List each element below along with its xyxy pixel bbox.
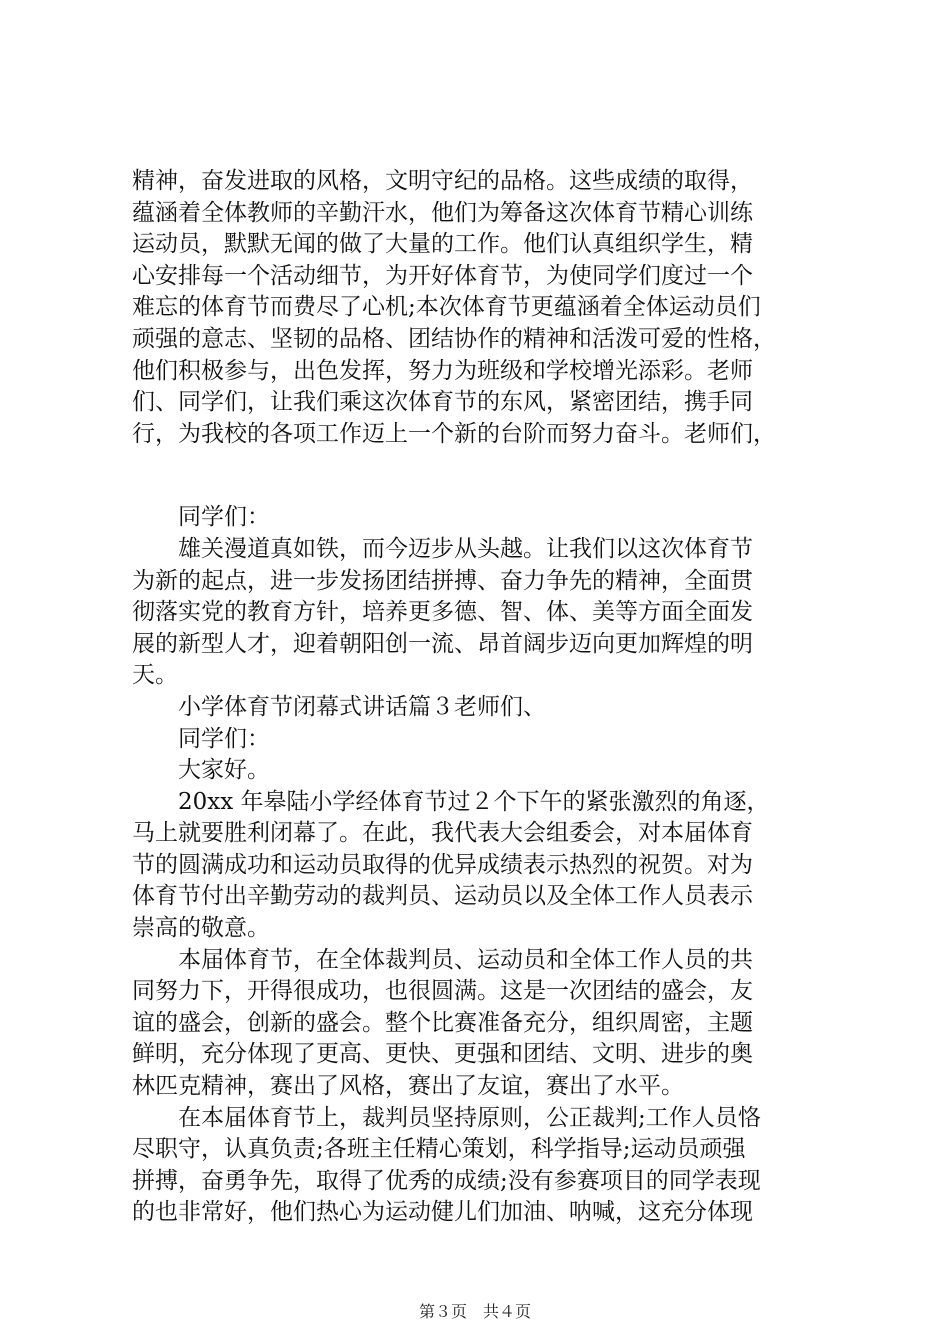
page-number-footer: 第３页 共４页	[418, 1302, 531, 1321]
paragraph-gap	[132, 450, 832, 502]
text-line: 顽强的意志、坚韧的品格、团结协作的精神和活泼可爱的性格，	[132, 325, 776, 352]
text-line: 们、同学们，让我们乘这次体育节的东风，紧密团结，携手同	[132, 389, 753, 416]
text-line: 为新的起点，进一步发扬团结拼搏、奋力争先的精神，全面贯	[132, 567, 753, 594]
text-line: 拼搏，奋勇争先，取得了优秀的成绩;没有参赛项目的同学表现	[132, 1167, 761, 1194]
text-line: 马上就要胜利闭幕了。在此，我代表大会组委会，对本届体育	[132, 820, 753, 847]
text-line: 天。	[132, 662, 178, 689]
text-line: 林匹克精神，赛出了风格，赛出了友谊，赛出了水平。	[132, 1073, 684, 1100]
text-line: 行，为我校的各项工作迈上一个新的台阶而努力奋斗。老师们，	[132, 420, 776, 447]
text-line: 大家好。	[132, 757, 270, 784]
text-line: 20xx 年皋陆小学经体育节过２个下午的紧张激烈的角逐，	[132, 788, 770, 815]
text-line: 同学们：	[132, 504, 270, 531]
text-line: 难忘的体育节而费尽了心机;本次体育节更蕴涵着全体运动员们	[132, 294, 761, 321]
text-line: 精神，奋发进取的风格，文明守纪的品格。这些成绩的取得，	[132, 168, 753, 194]
document-body	[132, 166, 832, 1229]
text-line: 本届体育节，在全体裁判员、运动员和全体工作人员的共	[132, 946, 753, 973]
text-line: 体育节付出辛勤劳动的裁判员、运动员以及全体工作人员表示	[132, 883, 753, 910]
text-line: 尽职守，认真负责;各班主任精心策划，科学指导;运动员顽强	[132, 1136, 746, 1163]
text-line: 心安排每一个活动细节，为开好体育节，为使同学们度过一个	[132, 262, 753, 289]
text-line: 雄关漫道真如铁，而今迈步从头越。让我们以这次体育节	[132, 535, 753, 562]
text-line: 的也非常好，他们热心为运动健儿们加油、呐喊，这充分体现	[132, 1199, 753, 1226]
text-line: 蕴涵着全体教师的辛勤汗水，他们为筹备这次体育节精心训练	[132, 199, 753, 226]
text-line: 谊的盛会，创新的盛会。整个比赛准备充分，组织周密，主题	[132, 1009, 753, 1036]
text-line: 同学们：	[132, 725, 270, 752]
text-line: 在本届体育节上，裁判员坚持原则，公正裁判;工作人员恪	[132, 1104, 761, 1131]
text-line: 彻落实党的教育方针，培养更多德、智、体、美等方面全面发	[132, 599, 753, 626]
text-line: 崇高的敬意。	[132, 915, 270, 942]
text-line: 展的新型人才，迎着朝阳创一流、昂首阔步迈向更加辉煌的明	[132, 630, 753, 657]
text-line: 运动员，默默无闻的做了大量的工作。他们认真组织学生，精	[132, 231, 753, 258]
section-heading-line: 小学体育节闭幕式讲话篇３老师们、	[132, 693, 546, 720]
text-line: 鲜明，充分体现了更高、更快、更强和团结、文明、进步的奥	[132, 1041, 753, 1068]
text-line: 他们积极参与，出色发挥，努力为班级和学校增光添彩。老师	[132, 357, 753, 384]
text-line: 节的圆满成功和运动员取得的优异成绩表示热烈的祝贺。对为	[132, 851, 753, 878]
text-line: 同努力下，开得很成功，也很圆满。这是一次团结的盛会，友	[132, 978, 753, 1005]
